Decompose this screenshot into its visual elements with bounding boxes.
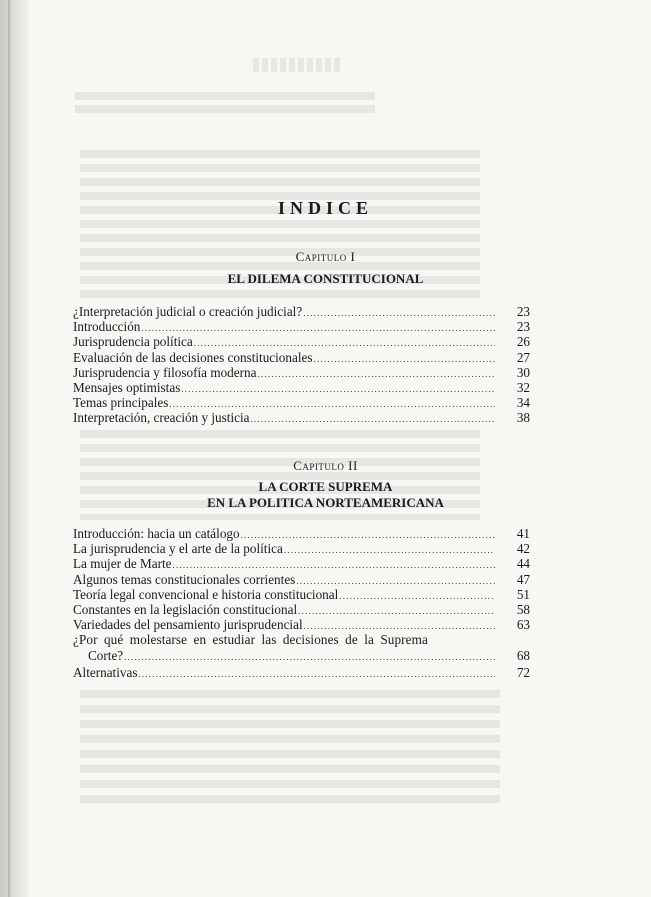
bleed-through: [75, 92, 375, 116]
toc-leader-dots: [250, 412, 495, 427]
toc-leader-dots: [181, 382, 495, 397]
toc-leader-dots: [257, 367, 495, 382]
toc-entry[interactable]: [73, 617, 530, 632]
chapter-1-label: Capitulo I: [295, 249, 356, 264]
toc-entry[interactable]: [73, 350, 530, 365]
toc-leader-dots: [284, 543, 495, 558]
toc-entry-title: ¿Interpretación judicial o creación judicial?: [73, 304, 303, 319]
toc-entry[interactable]: [73, 556, 530, 571]
toc-entry-title: Jurisprudencia y filosofía moderna: [73, 364, 257, 380]
toc-entry-title: Algunos temas constitucionales corrientes: [73, 571, 296, 587]
chapter-1-title-line: EL DILEMA CONSTITUCIONAL: [227, 271, 424, 286]
toc-entry-page: 72: [516, 664, 530, 680]
toc-leader-dots: [314, 352, 496, 367]
toc-entry[interactable]: [73, 541, 530, 556]
toc-entry-title: Teoría legal convencional e historia constitucional: [73, 586, 339, 602]
toc-entry-title: Mensajes optimistas: [73, 379, 181, 395]
toc-entry[interactable]: [73, 410, 530, 425]
toc-leader-dots: [141, 321, 495, 336]
page-gutter-shadow: [0, 0, 28, 897]
toc-entry[interactable]: [73, 632, 530, 664]
toc-leader-dots: [124, 650, 495, 665]
toc-entry-page: 23: [516, 304, 530, 319]
toc-entry[interactable]: [73, 304, 530, 319]
toc-entry[interactable]: [73, 665, 530, 680]
toc-entry-title: Constantes en la legislación constitucional: [73, 601, 298, 617]
chapter-1-entries: [73, 304, 530, 426]
toc-entry-page: 42: [516, 541, 530, 557]
toc-entry-page: 58: [516, 601, 530, 617]
toc-entry-page: 38: [516, 410, 530, 426]
toc-entry-page: 51: [516, 586, 530, 602]
toc-entry-title: La jurisprudencia y el arte de la política: [73, 541, 283, 557]
toc-entry[interactable]: [73, 587, 530, 602]
toc-leader-dots: [339, 589, 495, 604]
toc-entry[interactable]: [73, 319, 530, 334]
toc-entry-page: 26: [516, 334, 530, 350]
toc-entry-title: Introducción: hacia un catálogo: [73, 526, 240, 541]
toc-entry[interactable]: [73, 526, 530, 541]
toc-leader-dots: [303, 306, 495, 321]
toc-entry[interactable]: [73, 602, 530, 617]
toc-entry-title: Interpretación, creación y justicia: [73, 410, 250, 426]
toc-entry-page: 68: [516, 647, 530, 663]
toc-entry-page: 63: [516, 617, 530, 633]
toc-entry-title: Variedades del pensamiento jurisprudencial: [73, 617, 303, 633]
chapter-2-title: [0, 479, 651, 511]
toc-entry-page: 41: [516, 526, 530, 541]
toc-entry-title: Jurisprudencia política: [73, 334, 193, 350]
toc-entry[interactable]: [73, 395, 530, 410]
toc-entry-page: 23: [516, 319, 530, 335]
chapter-2-title-line: LA CORTE SUPREMA: [258, 479, 393, 494]
toc-entry-title: ¿Por qué molestarse en estudiar las decisiones de la Suprema: [73, 632, 428, 648]
toc-entry-title: Alternativas: [73, 664, 138, 680]
toc-entry-title: Introducción: [73, 319, 141, 335]
toc-entry[interactable]: [73, 334, 530, 349]
index-title: INDICE: [277, 198, 373, 218]
toc-entry[interactable]: [73, 572, 530, 587]
toc-entry-title: Temas principales: [73, 395, 169, 411]
toc-entry[interactable]: [73, 380, 530, 395]
toc-entry-page: 30: [516, 364, 530, 380]
chapter-1-title: [0, 271, 651, 287]
toc-entry-page: 34: [516, 395, 530, 411]
chapter-2-entries: [73, 526, 530, 680]
chapter-2-label: Capitulo II: [293, 458, 358, 473]
toc-entry-page: 27: [516, 349, 530, 365]
toc-entry-page: 32: [516, 379, 530, 395]
page-edge: [8, 0, 10, 897]
toc-entry-title-continued: Corte?: [88, 647, 124, 663]
toc-entry-page: 44: [516, 556, 530, 572]
toc-leader-dots: [138, 667, 495, 682]
toc-entry[interactable]: [73, 365, 530, 380]
bleed-through: [250, 58, 340, 72]
bleed-through: [80, 690, 500, 805]
toc-leader-dots: [298, 604, 495, 619]
toc-entry-page: 47: [516, 571, 530, 587]
toc-entry-title: Evaluación de las decisiones constitucionales: [73, 349, 313, 365]
toc-entry-title: La mujer de Marte: [73, 556, 172, 572]
chapter-2-title-line: EN LA POLITICA NORTEAMERICANA: [207, 495, 444, 510]
